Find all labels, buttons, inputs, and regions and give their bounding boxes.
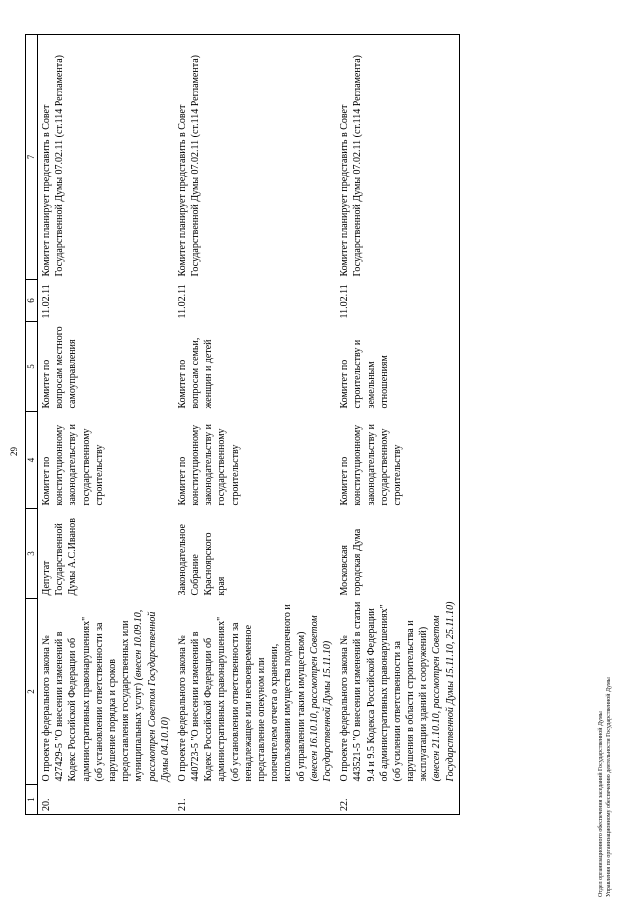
row-number: 21.: [174, 785, 336, 815]
page-number: 29: [9, 447, 19, 456]
co-committee-cell: Комитет по вопросам семьи, женщин и детей: [176, 337, 215, 409]
bill-cell: [174, 599, 336, 785]
note-cell: Комитет планирует представить в Совет Государственной Думы 07.02.11 (ст.114 Регламента): [38, 35, 174, 280]
committee-cell: Комитет по конституционному законодательству и государственному строительству: [41, 424, 105, 506]
bill-introduced: (внесен 10.09.10, рассмотрен Советом Государственной Думы 04.10.10): [133, 609, 171, 782]
bill-description: "О внесении изменений в статьи 9.4 и 9.5 Кодекса Российской Федерации об административных правонарушениях" (об усилении ответственности за нарушения в области строительства и эксплуатации зданий и сооружений): [352, 601, 430, 782]
header-cell: 6: [26, 280, 38, 322]
initiator-cell: Депутат Государственной Думы А.С.Иванов: [41, 518, 79, 596]
header-cell: 5: [26, 322, 38, 412]
table-row: [336, 35, 459, 815]
footer-line: Отдел организационного обеспечения заседаний Государственной Думы: [598, 711, 604, 897]
committee-cell: Комитет по конституционному законодательству и государственному строительству: [176, 424, 241, 506]
table-row: [174, 35, 336, 815]
note-cell: Комитет планирует представить в Совет Государственной Думы 07.02.11 (ст.114 Регламента): [336, 35, 459, 280]
date-cell: 11.02.11: [41, 284, 52, 319]
header-cell: 4: [26, 412, 38, 509]
bill-title: О проекте федерального закона № 440723-5: [176, 635, 202, 782]
date-cell: 11.02.11: [176, 284, 188, 319]
note-cell: Комитет планирует представить в Совет Государственной Думы 07.02.11 (ст.114 Регламента): [174, 35, 336, 280]
footer: [598, 677, 614, 897]
bill-title: О проекте федерального закона № 443521-5: [339, 635, 364, 782]
bill-description: "О внесении изменений в Кодекс Российской Федерации об административных правонарушениях" (об установлении ответственности за нарушение порядка и сроков предоставления государственных или муниципальных услуг): [54, 616, 145, 782]
footer-line: Управления по организационному обеспечению деятельности Государственной Думы: [605, 677, 612, 897]
co-committee-cell: Комитет по вопросам местного самоуправления: [41, 326, 79, 409]
initiator-cell: Московская городская Дума: [336, 509, 459, 599]
header-cell: 7: [26, 35, 38, 280]
committee-cell: Комитет по конституционному законодательству и государственному строительству: [336, 412, 459, 509]
bill-cell: [38, 599, 174, 785]
bill-introduced: (внесен 21.10.10, рассмотрен Советом Государственной Думы 15.11.10, 25.11.10): [431, 601, 456, 782]
bill-introduced: (внесен 16.10.10, рассмотрен Советом Государственной Думы 15.11.10): [308, 615, 333, 782]
bills-table: [25, 34, 460, 815]
row-number: 22.: [336, 785, 459, 815]
header-cell: 2: [26, 599, 38, 785]
header-cell: 3: [26, 509, 38, 599]
date-cell: 11.02.11: [336, 280, 459, 322]
header-row: [26, 35, 38, 815]
initiator-cell: Законодательное Собрание Красноярского края: [176, 524, 228, 596]
row-number: 20.: [38, 785, 174, 815]
bill-title: О проекте федерального закона № 427429-5: [41, 635, 66, 782]
bill-cell: [336, 599, 459, 785]
bill-description: "О внесении изменений в Кодекс Российской Федерации об административных правонарушениях" (об установлении ответственности за ненадлежащее или несвоевременное представление опекуном или попечителем отчета о хранении, использовании имущества подопечного и об управлении таким имуществом): [190, 604, 307, 782]
header-cell: 1: [26, 785, 38, 815]
co-committee-cell: Комитет по строительству и земельным отношениям: [336, 322, 459, 412]
table-row: [38, 35, 174, 815]
